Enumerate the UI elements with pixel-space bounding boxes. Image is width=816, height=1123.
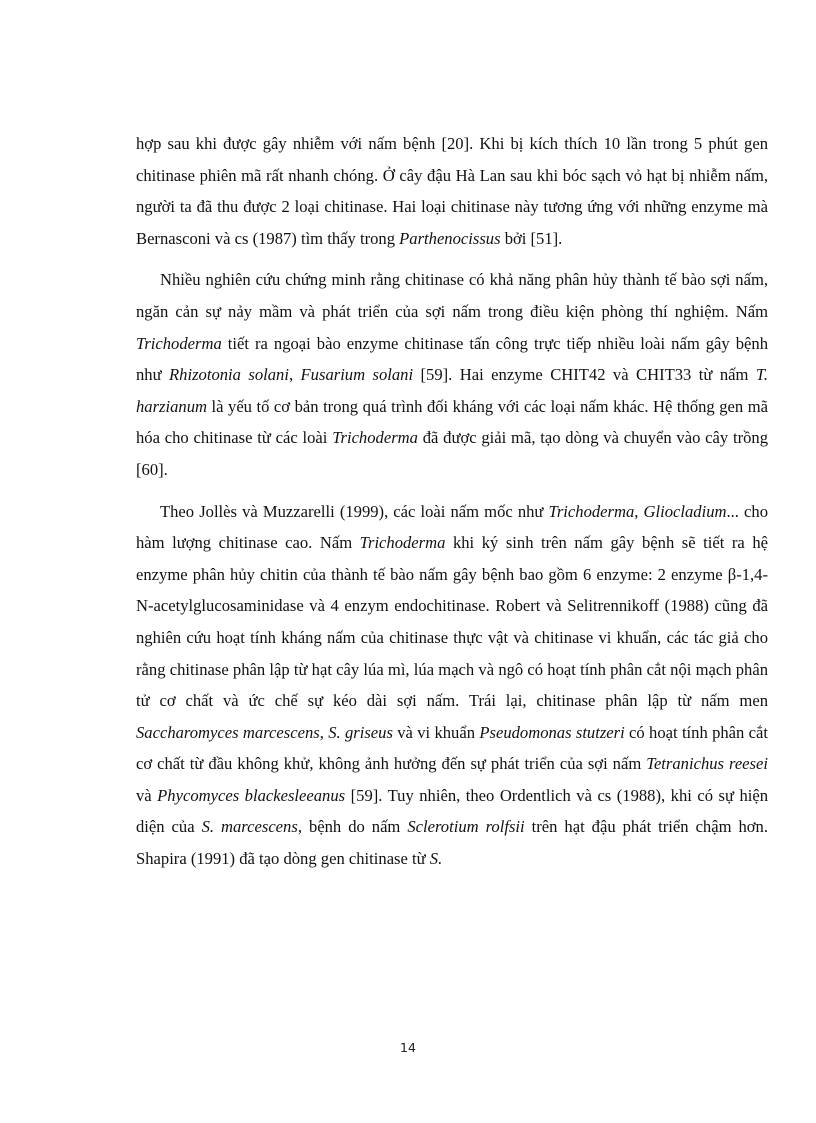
italic-term: Trichoderma	[548, 501, 635, 521]
text-run: trên hạt đậu phát triển chậm hơn. Shapira (1991) đã tạo dòng gen chitinase từ	[136, 817, 769, 869]
italic-term: Pseudomonas stutzeri	[479, 722, 625, 742]
italic-term: S. marcescens	[201, 817, 298, 837]
text-run: ,	[634, 501, 644, 521]
paragraph-3	[136, 496, 768, 875]
paragraph-1	[136, 128, 768, 254]
italic-term: Phycomyces blackesleeanus	[157, 785, 346, 805]
text-run: có hoạt tính phân cắt cơ chất từ đầu không khử, không ảnh hưởng đến sự phát triển của sợi nấm	[136, 722, 769, 774]
text-run: [59]. Hai enzyme CHIT42 và CHIT33 từ nấm	[413, 365, 756, 385]
italic-term: Trichoderma	[359, 533, 446, 553]
italic-term: Sclerotium rolfsii	[407, 817, 525, 837]
text-run: tiết ra ngoại bào enzyme chitinase tấn công trực tiếp nhiều loài nấm gây bệnh như	[136, 333, 768, 385]
paragraph-2	[136, 264, 768, 485]
italic-term: T. harzianum	[136, 365, 768, 416]
text-run: và	[136, 785, 158, 805]
page-body	[136, 128, 768, 885]
text-run: hợp sau khi được gây nhiễm với nấm bệnh [20]. Khi bị kích thích 10 lần trong 5 phút gen chitinase phiên mã rất nhanh chóng. Ở cây đậu Hà Lan sau khi bóc sạch vỏ hạt bị nhiễm nấm, người ta đã thu được 2 loại chitinase. Hai loại chitinase này tương ứng với những enzyme mà Bernasconi và cs (1987) tìm thấy trong	[136, 134, 768, 248]
text-run: [59]. Tuy nhiên, theo Ordentlich và cs (1988), khi có sự hiện diện của	[136, 785, 769, 837]
italic-term: Saccharomyces marcescens	[136, 722, 320, 742]
text-run: đã được giải mã, tạo dòng và chuyển vào cây trồng [60].	[136, 428, 768, 479]
text-run: và vi khuẩn	[392, 722, 480, 742]
italic-term: Fusarium solani	[300, 365, 414, 385]
text-run: Theo Jollès và Muzzarelli (1999), các loài nấm mốc như	[160, 501, 549, 521]
text-run: ... cho hàm lượng chitinase cao. Nấm	[136, 501, 769, 553]
italic-term: Tetranichus reesei	[646, 754, 768, 774]
italic-term: Parthenocissus	[399, 228, 501, 248]
text-run: khi ký sinh trên nấm gây bệnh sẽ tiết ra hệ enzyme phân hủy chitin của thành tế bào nấm gây bệnh bao gồm 6 enzyme: 2 enzyme β-1,4-N-acetylglucosaminidase và 4 enzym endochitinase. Robert và Selitrennikoff (1988) cũng đã nghiên cứu hoạt tính kháng nấm của chitinase thực vật và chitinase vi khuẩn, các tác giả cho rằng chitinase phân lập từ hạt cây lúa mì, lúa mạch và ngô có hoạt tính phân cắt nội mạch phân tử cơ chất và ức chế sự kéo dài sợi nấm. Trái lại, chitinase phân lập từ nấm men	[136, 533, 768, 711]
page-number: 14	[400, 1040, 416, 1055]
italic-term: Trichoderma	[136, 333, 222, 353]
italic-term: Trichoderma	[332, 428, 418, 448]
text-run: ,	[288, 365, 301, 385]
italic-term: Rhizotonia solani	[169, 365, 289, 385]
italic-term: S. griseus	[328, 722, 393, 742]
text-run: bởi [51].	[500, 228, 563, 248]
italic-term: S.	[429, 849, 443, 869]
italic-term: Gliocladium	[643, 501, 727, 521]
text-run: là yếu tố cơ bản trong quá trình đối kháng với các loại nấm khác. Hệ thống gen mã hóa cho chitinase từ các loài	[136, 396, 768, 448]
text-run: , bệnh do nấm	[297, 817, 408, 837]
text-run: Nhiều nghiên cứu chứng minh rằng chitinase có khả năng phân hủy thành tế bào sợi nấm, ngăn cản sự nảy mầm và phát triển của sợi nấm trong điều kiện phòng thí nghiệm. Nấm	[136, 270, 768, 321]
text-run: ,	[319, 722, 329, 742]
